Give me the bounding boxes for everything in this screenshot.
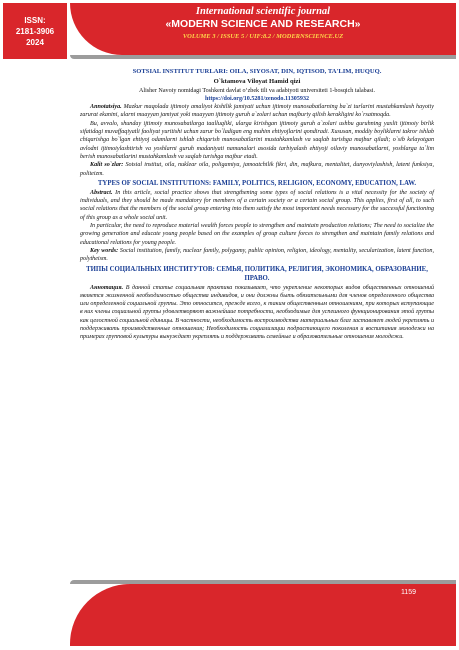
- keywords-label-uz: Kalit so`zlar:: [90, 162, 124, 169]
- issn-year: 2024: [26, 37, 44, 47]
- abstract-text-2: In particular, the need to reproduce material wealth forces people to strengthen and maintain production relations; The need to socialize the growing generation and educate young people based on the examples of group culture forces to strengthen and maintain family relations and educational relations for young people.: [80, 223, 434, 246]
- annotation-ru: [80, 284, 434, 342]
- issn-badge: [3, 3, 67, 59]
- abstract-text-1: In this article, social practice shows that strengthening some types of social relations is a vital necessity for the society of individuals, and they should be made mandatory for members of a certain society or a certain social group. This applies, first of all, to such social relations that the members of the social group entering into them satisfy the most important needs necessary for the successful functioning of this group as a whole social unit.: [80, 189, 434, 221]
- issn-label: ISSN:: [24, 15, 46, 25]
- annotation-uz: [80, 103, 434, 120]
- journal-type: International scientific journal: [195, 6, 331, 17]
- keywords-text-en: Social institution, family, nuclear family, polygamy, public opinion, religion, ideology, mentality, secularization, latent function, polytheism.: [80, 247, 434, 263]
- annotation-text-1: Mazkur maqolada ijtimoiy amaliyot kishilik jamiyati uchun ijtimoiy munosabatlarning ba`zi turlarini mustahkamlash hayotiy zarurat ekanini, ularni muayyan jamiyat yoki muayyan ijtimoiy guruh a`zolari uchun majburiy qilish kerakligini ko`rsatmoqda.: [80, 104, 434, 119]
- keywords-text-uz: Sotsial institut, oila, nuklear oila, poligamiya, jamoatchilik fikri, din, mafkura, mentalitet, dunyoviylashish, latent funksiya, politeizm.: [80, 162, 434, 177]
- author-affiliation: Alisher Navoiy nomidagi Toshkent davlat o‘zbek tili va adabiyoti universiteti 1-bosqich talabasi.: [138, 87, 376, 94]
- doi-link[interactable]: https://doi.org/10.5281/zenodo.11305932: [204, 95, 310, 102]
- page-number: 1159: [400, 589, 416, 596]
- author-name: O`ktamova Viloyat Hamid qizi: [213, 78, 301, 86]
- keywords-label-en: Key words:: [90, 247, 119, 254]
- volume-line: VOLUME 3 / ISSUE 5 / UIF:8.2 / MODERNSCIENCE.UZ: [182, 33, 344, 40]
- article-title-ru: ТИПЫ СОЦИАЛЬНЫХ ИНСТИТУТОВ: СЕМЬЯ, ПОЛИТИКА, РЕЛИГИЯ, ЭКОНОМИКА, ОБРАЗОВАНИЕ, ПРАВО.: [86, 265, 428, 282]
- abstract-en: [80, 189, 434, 222]
- annotation-label: Annotatsiya.: [90, 104, 122, 111]
- header-divider: [70, 55, 456, 59]
- article-title-en: TYPES OF SOCIAL INSTITUTIONS: FAMILY, POLITICS, RELIGION, ECONOMY, EDUCATION, LAW.: [97, 179, 417, 187]
- annotation-text-2: Bu, avvalo, shunday ijtimoiy munosabatlarga taalluqliki, ularga kirishgan ijtimoiy guruh a`zolari ushbu guruhning yaxlit ijtimoiy birlik sifatidagi muvaffaqiyatli faoliyat yuritishi uchun zarur bo`ladigan eng muhim ehtiyojlarini qondiradi. Xususan, moddiy boyliklarni takror ishlab chiqarishga bo`lgan ehtiyoj odamlarni ishlab chiqarish munosabatlarini mustahkamlash va saqlab turishga majbur qiladi; o`sib kelayotgan avlodni ijtimoiylashtirish va yoshlarni guruh madaniyati namunalari asosida tarbiyalash ehtiyoji oilaviy munosabatlarni, yoshlarga ta`lim berish munosabatlarini mustahkamlash va saqlab turishga majbur etadi.: [80, 120, 434, 160]
- journal-banner: [70, 3, 456, 55]
- annotation-text-ru: В данной статье социальная практика показывает, что укрепление некоторых видов общественных отношений является жизненной необходимостью общества индивидов, и они должны быть обязательными для членов определенного общества или определенной социальной группы. Это относится, прежде всего, к таким общественным отношениям, при которых вступающие в них члены социальной группы удовлетворяют важнейшие потребности, необходимые для успешного функционирования этой группы как целостной социальной единицы. В частности, необходимость воспроизводства материальных благ заставляет людей укреплять и поддерживать производственные отношения; Необходимость социализации подрастающего поколения и воспитания молодежи на примерах групповой культуры вынуждает укреплять и поддерживать семейные и образовательные отношения молодежи.: [80, 284, 434, 341]
- journal-name: «MODERN SCIENCE AND RESEARCH»: [165, 18, 361, 30]
- journal-header: [0, 0, 459, 62]
- article-body: [80, 64, 434, 342]
- keywords-en: [80, 247, 434, 264]
- abstract-label: Abstract.: [90, 189, 113, 196]
- annotation-label-ru: Аннотация.: [90, 284, 124, 291]
- issn-number: 2181-3906: [15, 26, 55, 36]
- keywords-uz: [80, 161, 434, 178]
- article-title-uz: SOTSIAL INSTITUT TURLARI: OILA, SIYOSAT, DIN, IQTISOD, TA'LIM, HUQUQ.: [132, 68, 382, 75]
- journal-footer: [70, 584, 456, 646]
